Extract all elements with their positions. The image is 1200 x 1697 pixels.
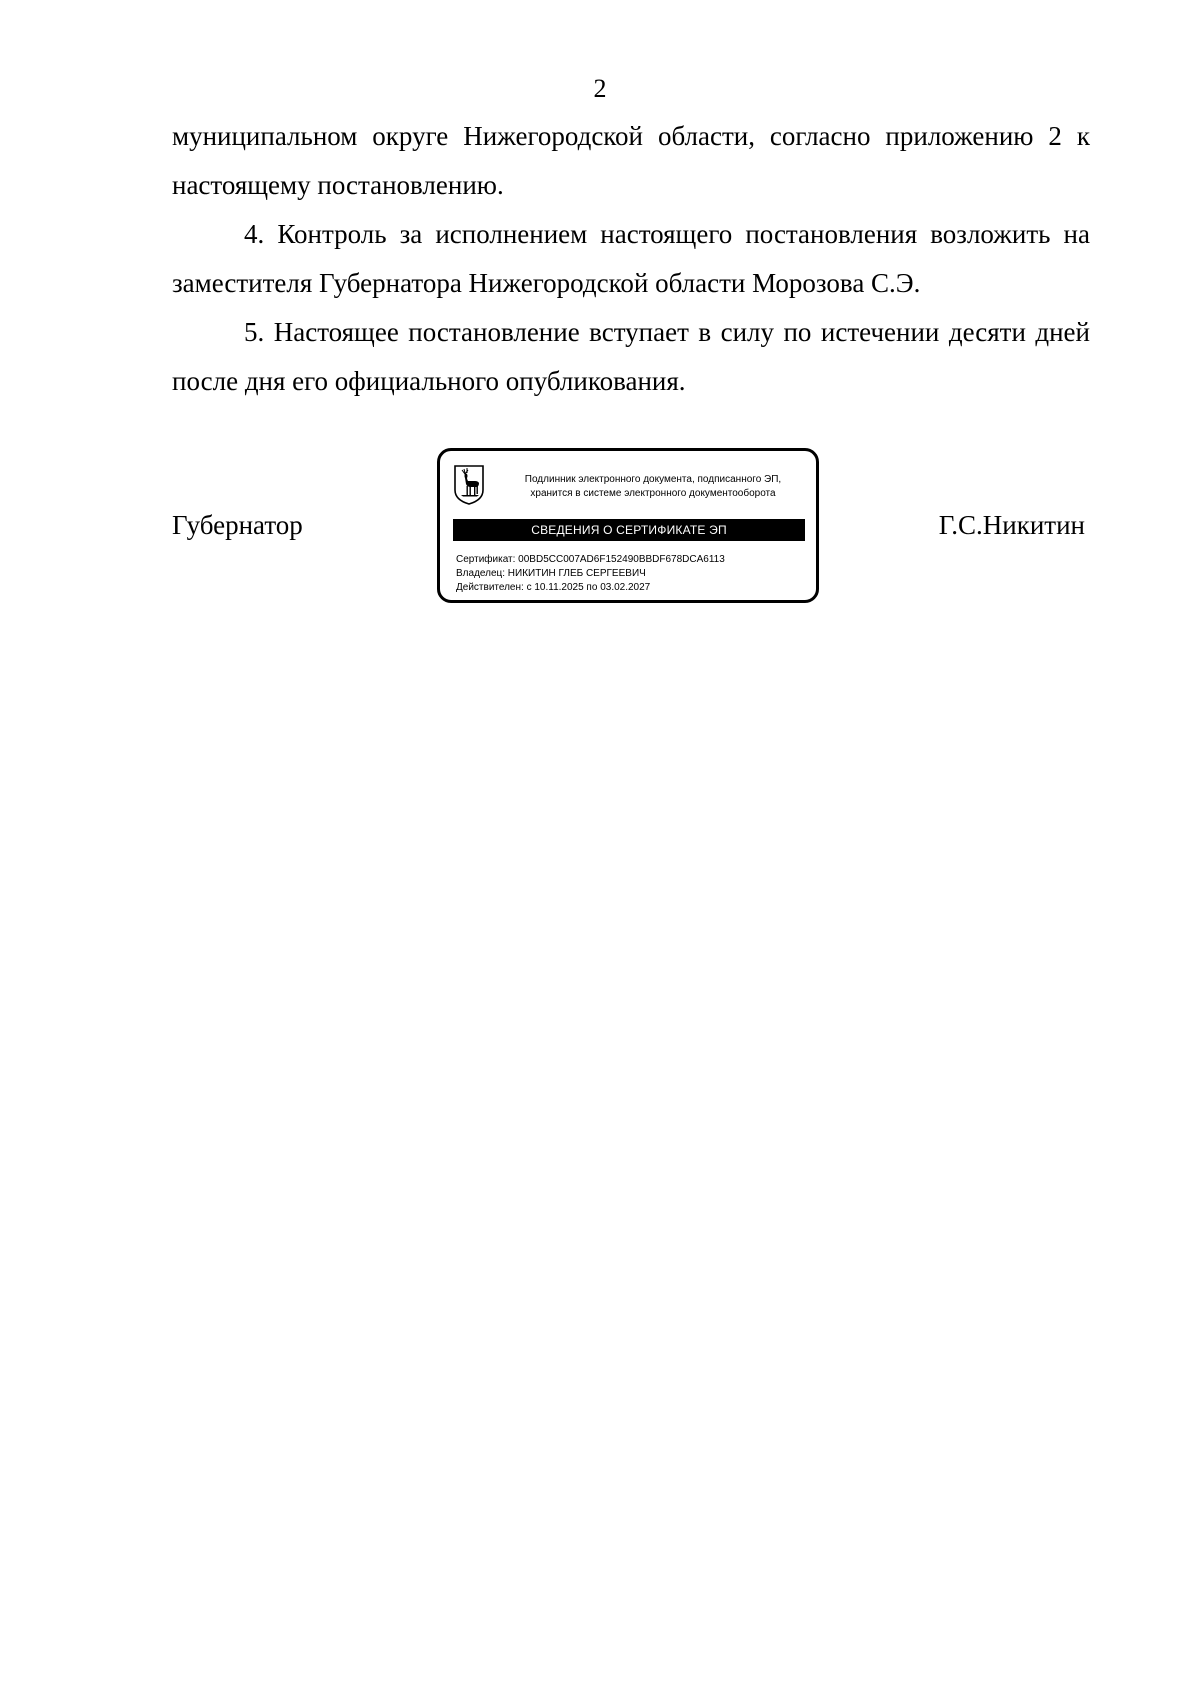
- certificate-validity: Действителен: с 10.11.2025 по 03.02.2027: [456, 582, 651, 593]
- certificate-info-header: СВЕДЕНИЯ О СЕРТИФИКАТЕ ЭП: [453, 519, 805, 541]
- certificate-details: [456, 553, 725, 595]
- paragraph-item-4: 4. Контроль за исполнением настоящего постановления возложить на заместителя Губернатора Нижегородской области Морозова С.Э.: [172, 219, 1090, 298]
- stamp-note-line: хранится в системе электронного документооборота: [530, 488, 776, 499]
- certificate-owner: Владелец: НИКИТИН ГЛЕБ СЕРГЕЕВИЧ: [456, 568, 646, 579]
- stamp-note: [498, 473, 808, 501]
- paragraph-continuation: муниципальном округе Нижегородской области, согласно приложению 2 к настоящему постановлению.: [172, 121, 1090, 200]
- document-body: [172, 112, 1090, 406]
- signatory-position: Губернатор: [172, 510, 303, 540]
- certificate-number: Сертификат: 00BD5CC007AD6F152490BBDF678DCA6113: [456, 554, 725, 565]
- electronic-signature-stamp: [437, 448, 819, 603]
- stamp-note-line: Подлинник электронного документа, подписанного ЭП,: [524, 474, 782, 485]
- deer-emblem-icon: [453, 464, 485, 506]
- signatory-name: Г.С.Никитин: [938, 510, 1085, 540]
- paragraph-item-5: 5. Настоящее постановление вступает в силу по истечении десяти дней после дня его официального опубликования.: [172, 317, 1090, 396]
- page-number: 2: [593, 74, 607, 103]
